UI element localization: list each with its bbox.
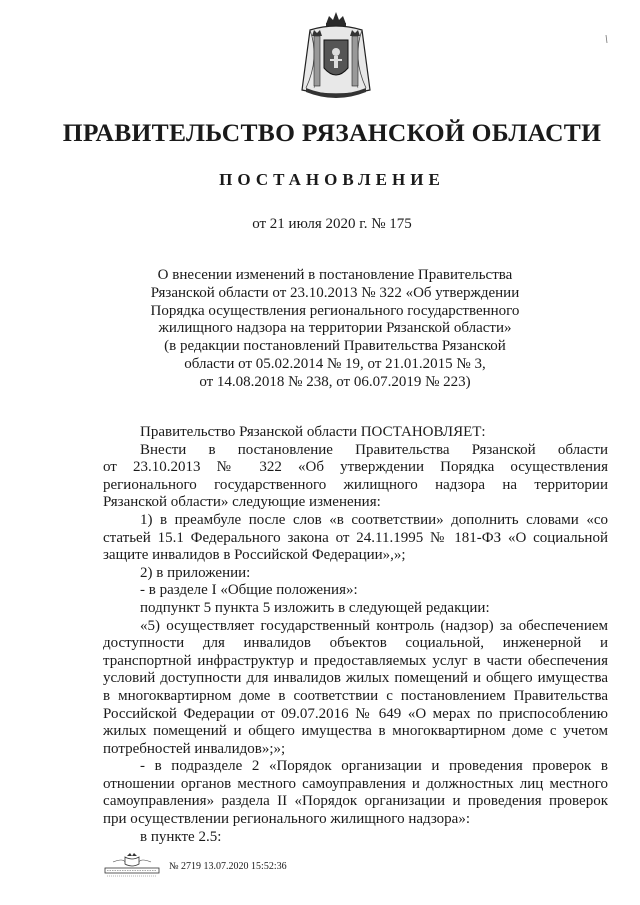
subject-line: (в редакции постановлений Правительства Рязанской — [164, 338, 506, 355]
body-line: в пункте 2.5: — [140, 828, 222, 845]
body-line: Российской Федерации от 09.07.2016 № 649 «О мерах по приспособлению — [103, 705, 608, 722]
body-line: самоуправления» раздела II «Порядок организации и проведения проверок — [103, 793, 608, 810]
body-line: подпункт 5 пункта 5 изложить в следующей редакции: — [140, 599, 490, 616]
body-line: условий доступности для инвалидов жилых помещений и общего имущества — [103, 670, 608, 687]
registration-footer — [103, 852, 363, 880]
coat-of-arms-icon — [296, 8, 376, 100]
body-line: отношении органов местного самоуправления и должностных лиц местного — [103, 775, 608, 792]
document-subject — [130, 267, 540, 392]
subject-line: области от 05.02.2014 № 19, от 21.01.2015 № 3, — [184, 355, 486, 372]
registration-number: № 2719 13.07.2020 15:52:36 — [169, 861, 287, 872]
body-line: Внести в постановление Правительства Рязанской области — [140, 441, 608, 458]
body-line: Правительство Рязанской области ПОСТАНОВЛЯЕТ: — [140, 424, 486, 440]
body-line: защите инвалидов в Российской Федерации»,»; — [103, 547, 406, 564]
body-line: от 23.10.2013 № 322 «Об утверждении Порядка осуществления — [103, 459, 608, 476]
subject-line: О внесении изменений в постановление Правительства — [157, 267, 513, 283]
body-line: - в подразделе 2 «Порядок организации и проведения проверок в — [140, 758, 608, 775]
body-line: в многоквартирном доме в соответствии с постановлением Правительства — [103, 687, 608, 704]
document-date-number: от 21 июля 2020 г. № 175 — [252, 216, 412, 232]
subject-line: от 14.08.2018 № 238, от 06.07.2019 № 223) — [199, 373, 471, 390]
body-line: при осуществлении регионального жилищного надзора»: — [103, 811, 471, 828]
body-line: Рязанской области» следующие изменения: — [103, 494, 381, 511]
body-line: - в разделе I «Общие положения»: — [140, 582, 358, 599]
subject-line: Рязанской области от 23.10.2013 № 322 «Об утверждении — [150, 284, 520, 301]
subject-line: Порядка осуществления регионального государственного — [150, 302, 520, 319]
body-line: жилых помещений и общего имущества в многоквартирном доме с учетом — [103, 723, 608, 740]
body-line: транспортной инфраструктур и предоставляемых услуг в части обеспечения — [103, 652, 608, 669]
body-line: доступности для инвалидов объектов социальной, инженерной и — [103, 635, 608, 652]
body-line: потребностей инвалидов»;»; — [103, 740, 286, 757]
scan-mark-icon — [604, 34, 610, 44]
body-line: 2) в приложении: — [140, 564, 251, 581]
registry-stamp-icon — [103, 852, 161, 878]
body-line: регионального государственного жилищного надзора на территории — [103, 476, 608, 493]
body-line: 1) в преамбуле после слов «в соответствии» дополнить словами «со — [140, 511, 608, 528]
body-line: статьей 15.1 Федерального закона от 24.11.1995 № 181-ФЗ «О социальной — [103, 529, 608, 546]
document-body — [103, 424, 608, 846]
organization-title: ПРАВИТЕЛЬСТВО РЯЗАНСКОЙ ОБЛАСТИ — [62, 118, 602, 147]
subject-line: жилищного надзора на территории Рязанской области» — [158, 320, 512, 337]
body-line: «5) осуществляет государственный контроль (надзор) за обеспечением — [140, 617, 608, 634]
document-type: ПОСТАНОВЛЕНИЕ — [219, 170, 445, 189]
